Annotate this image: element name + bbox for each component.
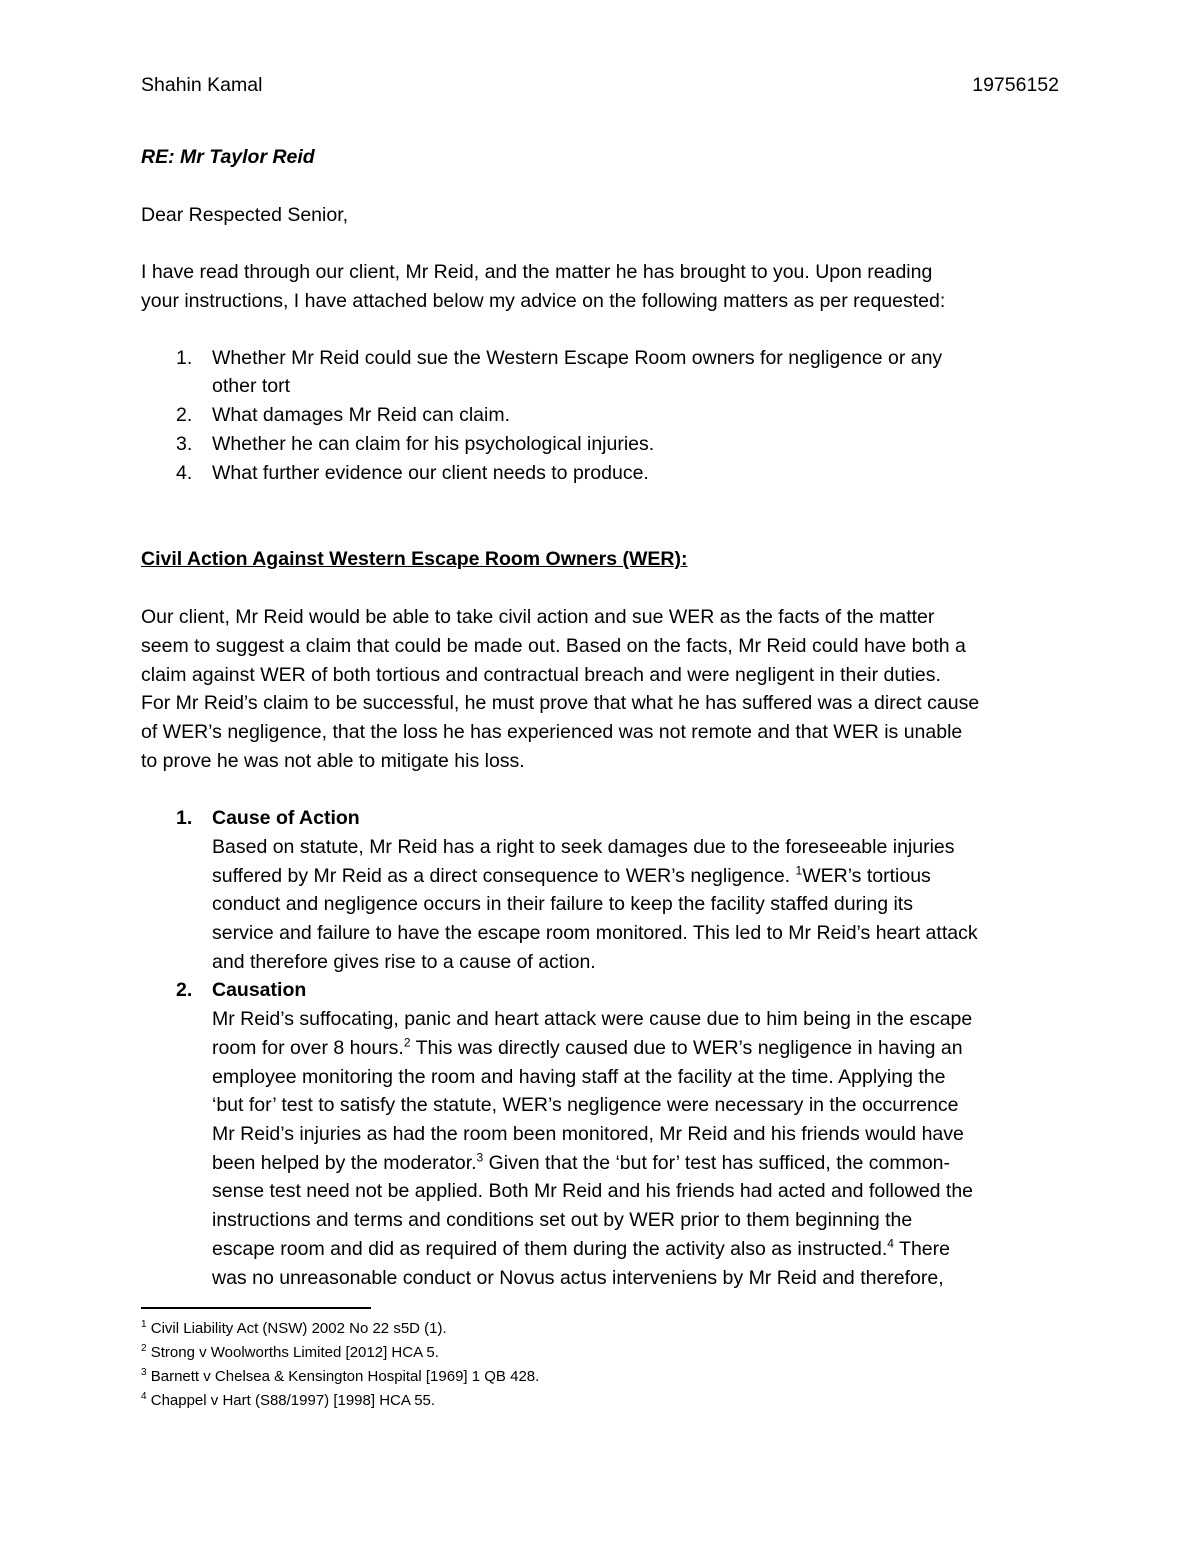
paragraph-line: seem to suggest a claim that could be made out. Based on the facts, Mr Reid could have both a [141,635,966,657]
matter-number: 4. [176,462,193,484]
point-title: Cause of Action [212,807,360,829]
footnote-text: Barnett v Chelsea & Kensington Hospital [1969] 1 QB 428. [146,1368,540,1385]
point-line-text: This was directly caused due to WER’s negligence in having an [410,1037,963,1059]
point-line: sense test need not be applied. Both Mr Reid and his friends had acted and followed the [212,1180,974,1202]
point-line: conduct and negligence occurs in their failure to keep the facility staffed during its [212,893,913,915]
footnote-number: 2 [141,1343,147,1354]
footnote-ref: 4 [887,1236,894,1251]
paragraph-line: For Mr Reid’s claim to be successful, he must prove that what he has suffered was a direct cause [141,692,980,714]
point-line: Based on statute, Mr Reid has a right to seek damages due to the foreseeable injuries [212,836,955,858]
footnote-number: 3 [141,1367,147,1378]
footnote [141,1342,439,1364]
footnote [141,1390,435,1412]
point-line-text: Given that the ‘but for’ test has sufficed, the common- [483,1152,951,1174]
matter-item: What further evidence our client needs to produce. [212,462,649,484]
paragraph-line: of WER’s negligence, that the loss he has experienced was not remote and that WER is unable [141,721,963,743]
point-line-text: WER’s tortious [802,865,931,887]
point-line: and therefore gives rise to a cause of action. [212,951,596,973]
point-line-text: There [893,1238,950,1260]
point-line: Mr Reid’s injuries as had the room been monitored, Mr Reid and his friends would have [212,1123,964,1145]
point-line-text: suffered by Mr Reid as a direct consequence to WER’s negligence. [212,865,796,887]
point-number: 1. [176,807,193,829]
re-line: RE: Mr Taylor Reid [141,146,315,168]
salutation: Dear Respected Senior, [141,204,349,226]
footnote [141,1318,447,1340]
intro-line: your instructions, I have attached below my advice on the following matters as per requested: [141,290,946,312]
footnote-text: Strong v Woolworths Limited [2012] HCA 5. [146,1344,439,1361]
point-line: ‘but for’ test to satisfy the statute, WER’s negligence were necessary in the occurrence [212,1094,959,1116]
paragraph-line: Our client, Mr Reid would be able to take civil action and sue WER as the facts of the matter [141,606,935,628]
point-line [212,1034,963,1062]
footnote-text: Chappel v Hart (S88/1997) [1998] HCA 55. [146,1392,436,1409]
footnote-ref: 3 [476,1150,484,1165]
point-line: instructions and terms and conditions set out by WER prior to them beginning the [212,1209,913,1231]
footnote-number: 4 [141,1391,147,1402]
matter-item: Whether Mr Reid could sue the Western Escape Room owners for negligence or any [212,347,943,369]
matter-number: 1. [176,347,193,369]
point-line [212,1149,950,1177]
student-id: 19756152 [972,74,1059,96]
point-line: was no unreasonable conduct or Novus actus interveniens by Mr Reid and therefore, [212,1267,944,1289]
point-line-text: room for over 8 hours. [212,1037,404,1059]
point-line: Mr Reid’s suffocating, panic and heart attack were cause due to him being in the escape [212,1008,973,1030]
footnote-divider [141,1307,371,1309]
paragraph-line: claim against WER of both tortious and contractual breach and were negligent in their duties. [141,664,941,686]
footnote-number: 1 [141,1319,147,1330]
author-name: Shahin Kamal [141,74,263,96]
footnote-ref: 2 [403,1035,411,1050]
footnote-ref: 1 [795,863,803,878]
intro-line: I have read through our client, Mr Reid, and the matter he has brought to you. Upon reading [141,261,933,283]
point-line [212,862,931,890]
section-heading: Civil Action Against Western Escape Room Owners (WER): [141,548,688,570]
point-line-text: been helped by the moderator. [212,1152,477,1174]
point-line-text: escape room and did as required of them during the activity also as instructed. [212,1238,888,1260]
matter-item: Whether he can claim for his psychological injuries. [212,433,655,455]
matter-number: 3. [176,433,193,455]
footnote-text: Civil Liability Act (NSW) 2002 No 22 s5D (1). [146,1320,447,1337]
point-number: 2. [176,979,193,1001]
point-line [212,1235,950,1263]
matter-item: other tort [212,375,291,397]
matter-item: What damages Mr Reid can claim. [212,404,511,426]
point-line: service and failure to have the escape room monitored. This led to Mr Reid’s heart attack [212,922,978,944]
footnote [141,1366,539,1388]
matter-number: 2. [176,404,193,426]
point-line: employee monitoring the room and having staff at the facility at the time. Applying the [212,1066,946,1088]
paragraph-line: to prove he was not able to mitigate his loss. [141,750,525,772]
point-title: Causation [212,979,307,1001]
